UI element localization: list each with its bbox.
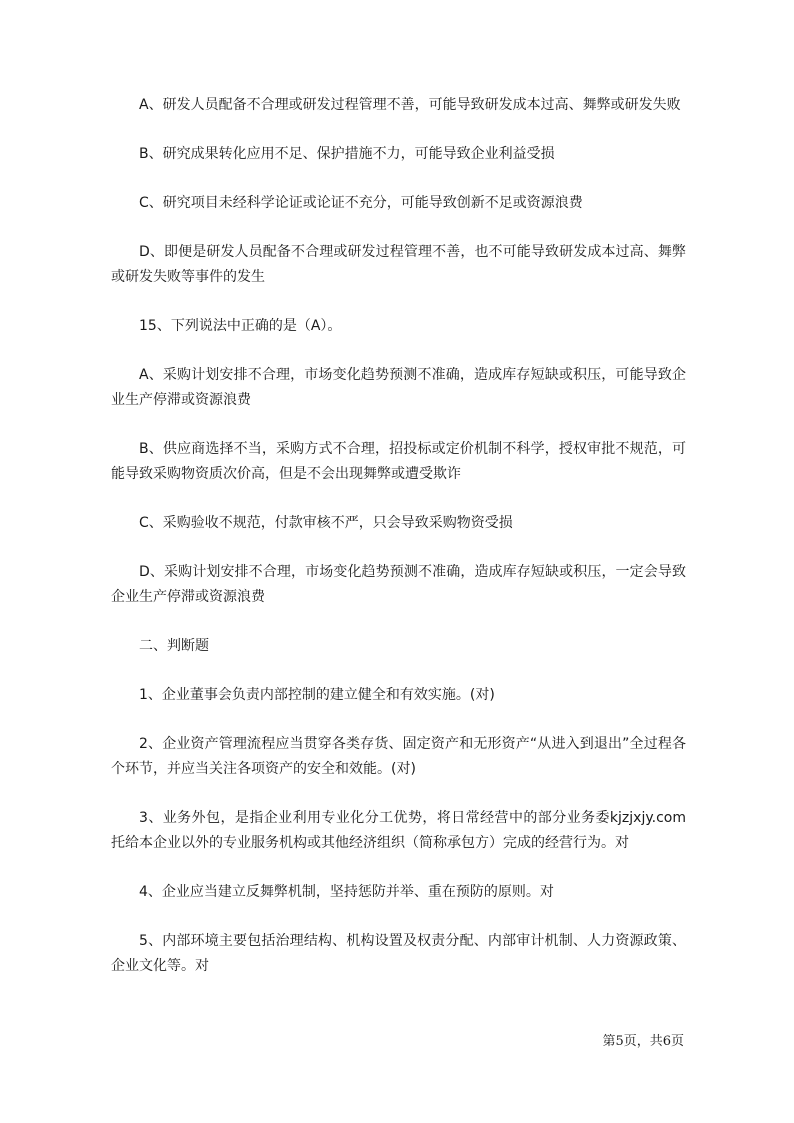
option-b-rd: B、研究成果转化应用不足、保护措施不力，可能导致企业利益受损 [139, 146, 555, 162]
page-number: 第5页，共6页 [602, 1034, 684, 1049]
document-body [111, 93, 686, 1003]
option-a-rd: A、研发人员配备不合理或研发过程管理不善，可能导致研发成本过高、舞弊或研发失败 [139, 97, 681, 113]
option-a-procurement: A、采购计划安排不合理，市场变化趋势预测不准确，造成库存短缺或积压，可能导致企业生产停滞或资源浪费 [111, 367, 686, 408]
tf-item-4: 4、企业应当建立反舞弊机制，坚持惩防并举、重在预防的原则。对 [139, 884, 554, 900]
tf-item-3: 3、业务外包，是指企业利用专业化分工优势，将日常经营中的部分业务委kjzjxjy.com 托给本企业以外的专业服务机构或其他经济组织（简称承包方）完成的经营行为。对 [111, 810, 686, 851]
option-c-procurement: C、采购验收不规范，付款审核不严，只会导致采购物资受损 [139, 515, 513, 531]
question-15: 15、下列说法中正确的是（A）。 [139, 318, 342, 334]
option-c-rd: C、研究项目未经科学论证或论证不充分，可能导致创新不足或资源浪费 [139, 195, 583, 211]
option-d-rd: D、即便是研发人员配备不合理或研发过程管理不善，也不可能导致研发成本过高、舞弊或研发失败等事件的发生 [111, 244, 686, 285]
option-d-procurement: D、采购计划安排不合理，市场变化趋势预测不准确，造成库存短缺或积压，一定会导致企业生产停滞或资源浪费 [111, 564, 686, 605]
section-heading-true-false: 二、判断题 [139, 638, 209, 654]
tf-item-2: 2、企业资产管理流程应当贯穿各类存货、固定资产和无形资产“从进入到退出”全过程各个环节，并应当关注各项资产的安全和效能。(对) [111, 736, 686, 777]
option-b-procurement: B、供应商选择不当，采购方式不合理，招投标或定价机制不科学，授权审批不规范，可能导致采购物资质次价高，但是不会出现舞弊或遭受欺诈 [111, 441, 686, 482]
tf-item-5: 5、内部环境主要包括治理结构、机构设置及权责分配、内部审计机制、人力资源政策、企业文化等。对 [111, 933, 686, 974]
tf-item-1: 1、企业董事会负责内部控制的建立健全和有效实施。(对) [139, 687, 495, 703]
